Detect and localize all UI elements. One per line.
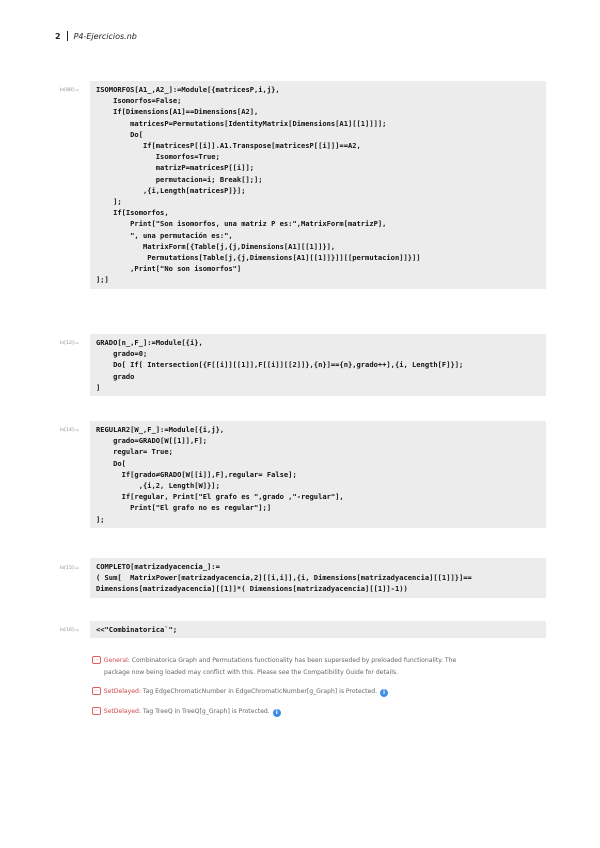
info-icon[interactable]: i: [380, 689, 388, 697]
header-divider: [67, 31, 68, 41]
message-text-continued: package now being loaded may conflict with this. Please see the Compatibility Guide for details.: [104, 668, 399, 676]
cell-code[interactable]: GRADO[n_,F_]:=Module[{i}, grado=0; Do[ If[ Intersection[{F[[i]][[1]],F[[i]][[2]]},{n}]=={n},grado++],{i, Length[F]}]; grado ]: [96, 338, 464, 392]
message-dots-icon[interactable]: ···: [94, 657, 99, 663]
cell-code[interactable]: COMPLETO[matrizadyacencia_]:= ( Sum[ MatrixPower[matrizadyacencia,2][[i,i]],{i, Dimensions[matrizadyacencia][[1]]}]== Dimensions[matrizadyacencia][[1]]*( Dimensions[matrizadyacencia][[1]]-1)): [96, 562, 472, 594]
cell-label: In[88]:=: [60, 88, 80, 93]
message-setdelayed-2: [92, 706, 532, 718]
notebook-file-name: P4-Ejercicios.nb: [73, 31, 137, 41]
info-icon[interactable]: i: [273, 709, 281, 717]
page-header: [55, 31, 137, 41]
page-number: 2: [55, 31, 61, 41]
cell-label: In[14]:=: [60, 428, 80, 433]
message-kind[interactable]: General:: [103, 657, 130, 664]
message-dots-icon[interactable]: ···: [94, 708, 99, 714]
message-kind[interactable]: SetDelayed:: [103, 708, 141, 715]
input-cell-regular2[interactable]: [90, 421, 546, 528]
cell-code[interactable]: ISOMORFOS[A1_,A2_]:=Module[{matricesP,i,j}, Isomorfos=False; If[Dimensions[A1]==Dimensions[A2], matricesP=Permutations[IdentityMatrix[Dimensions[A1][[1]]]]; Do[ If[matricesP[[i]].A1.Transpose[matricesP[[i]]]==A2, Isomorfos=True; matrizP=matricesP[[i]]; permutacion=i; Break[];]; ,{i,Length[matricesP]}]; ]; If[Isomorfos, Print["Son isomorfos, una matriz P es:",MatrixForm[matrizP], ", una permutación es:", MatrixForm[{Table[j,{j,Dimensions[A1][[1]]}], Permutations[Table[j,{j,Dimensions[A1][[1]]}]][[permutacion]]}]] ,Print["No son isomorfos"] ];]: [96, 85, 421, 285]
cell-label: In[12]:=: [60, 341, 80, 346]
cell-label: In[16]:=: [60, 628, 80, 633]
message-dots-icon[interactable]: ···: [94, 688, 99, 694]
cell-code[interactable]: REGULAR2[W_,F_]:=Module[{i,j}, grado=GRADO[W[[1]],F]; regular= True; Do[ If[grado≠GRADO[W[[i]],F],regular= False]; ,{i,2, Length[W]}]; If[regular, Print["El grafo es ",grado ,"-regular"], Print["El grafo no es regular"];] ];: [96, 425, 344, 524]
message-text: Tag TreeQ in TreeQ[g_Graph] is Protected.: [142, 708, 270, 715]
message-kind[interactable]: SetDelayed:: [103, 688, 141, 695]
input-cell-grado[interactable]: [90, 334, 546, 396]
message-text: Combinatorica Graph and Permutations functionality has been superseded by preloaded functionality. The: [131, 657, 457, 664]
message-general: [92, 655, 532, 678]
cell-label: In[15]:=: [60, 566, 80, 571]
input-cell-combinatorica[interactable]: [90, 621, 546, 638]
input-cell-completo[interactable]: [90, 558, 546, 598]
input-cell-isomorfos[interactable]: [90, 81, 546, 289]
cell-code[interactable]: <<"Combinatorica`";: [96, 625, 178, 634]
message-text: Tag EdgeChromaticNumber in EdgeChromaticNumber[g_Graph] is Protected.: [142, 688, 378, 695]
message-setdelayed-1: [92, 686, 532, 698]
